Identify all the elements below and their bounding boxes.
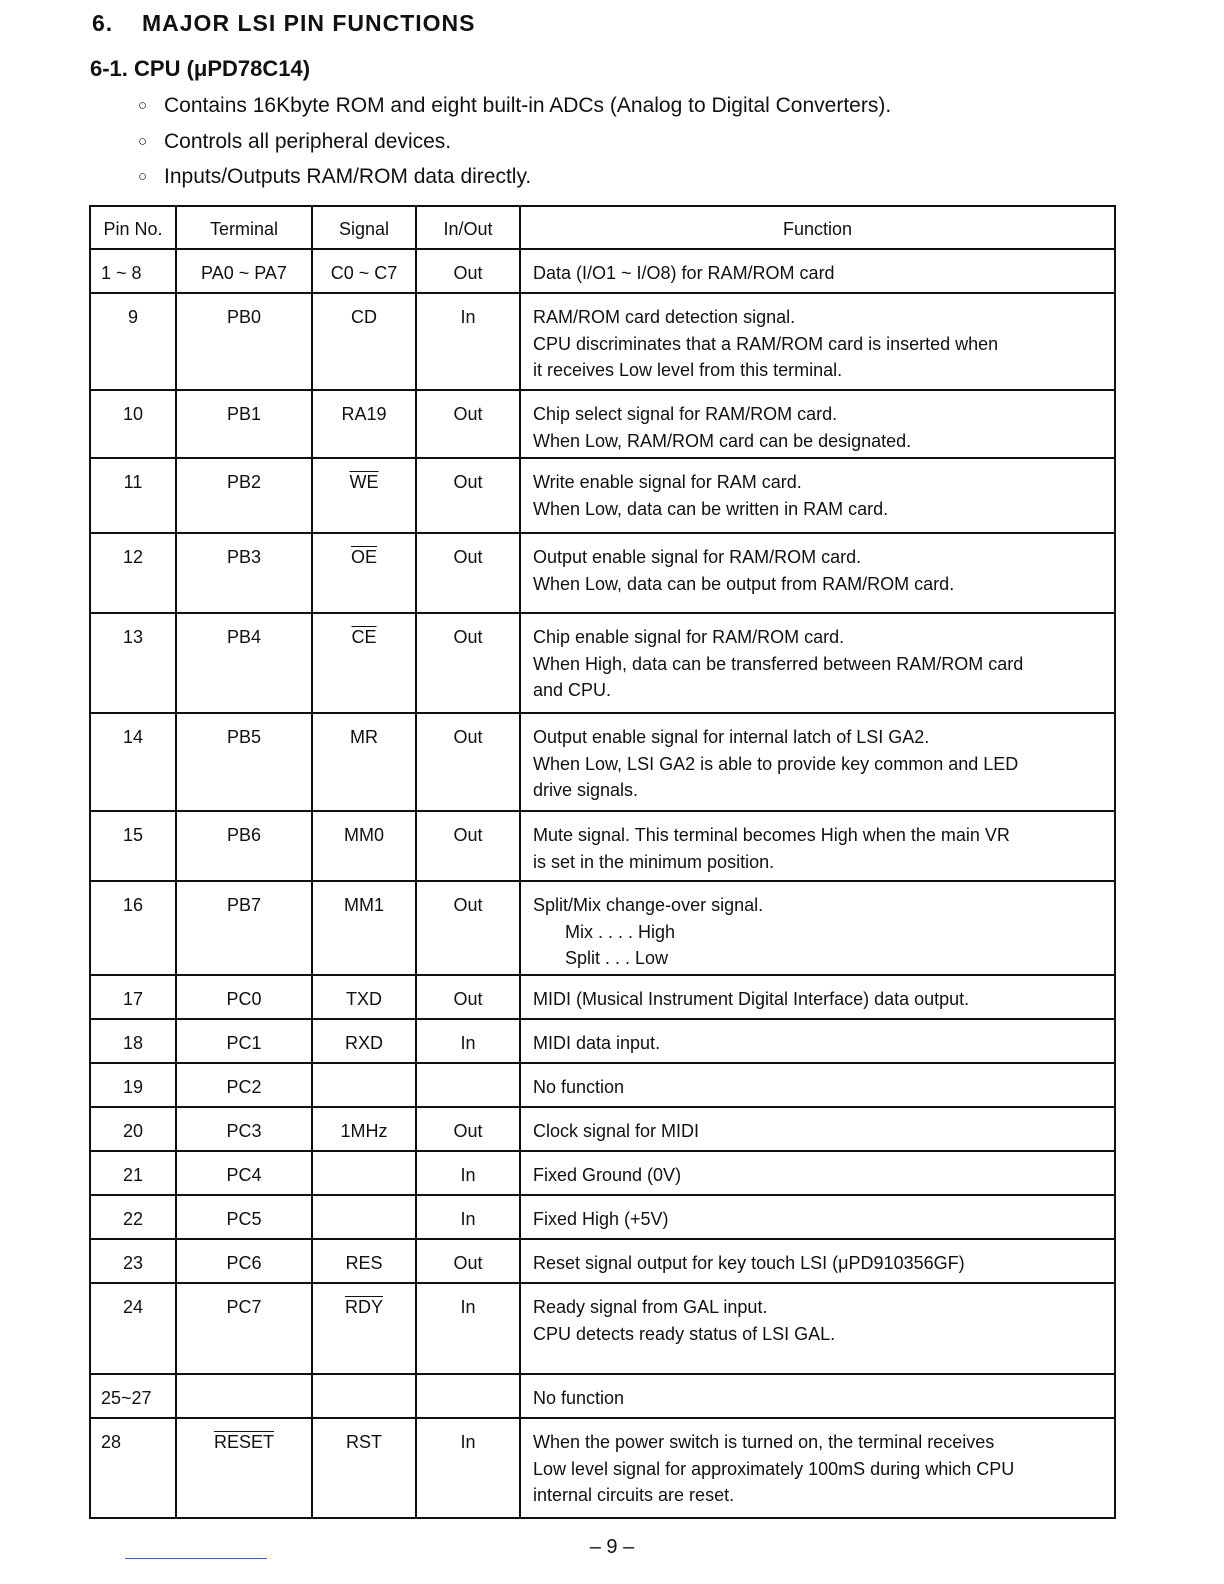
signal-cell: C0 ~ C7 [312, 249, 416, 293]
list-item: ○ Inputs/Outputs RAM/ROM data directly. [138, 159, 891, 195]
function-cell [520, 1107, 1115, 1151]
signal-cell [312, 1063, 416, 1107]
function-cell [520, 975, 1115, 1019]
table-row [90, 1151, 1115, 1195]
function-line: Fixed High (+5V) [533, 1209, 669, 1229]
in-out-cell: Out [416, 249, 520, 293]
terminal-cell: PA0 ~ PA7 [176, 249, 312, 293]
function-line: Mute signal. This terminal becomes High when the main VR [533, 825, 1010, 845]
signal-cell: MM0 [312, 811, 416, 881]
terminal-cell: PC4 [176, 1151, 312, 1195]
pin-number-cell: 15 [90, 811, 176, 881]
header-function: Function [520, 206, 1115, 249]
terminal-cell: PC0 [176, 975, 312, 1019]
function-line: Split . . . Low [565, 948, 669, 968]
pin-number-cell: 22 [90, 1195, 176, 1239]
feature-list [138, 88, 891, 195]
function-cell [520, 811, 1115, 881]
in-out-cell: In [416, 1283, 520, 1374]
function-line: Output enable signal for RAM/ROM card. [533, 547, 862, 567]
signal-cell: RXD [312, 1019, 416, 1063]
section-number: 6. [92, 10, 114, 36]
pin-number-cell: 13 [90, 613, 176, 713]
section-heading [92, 10, 476, 37]
table-row [90, 1418, 1115, 1518]
signal-cell [312, 1195, 416, 1239]
table-row [90, 811, 1115, 881]
signal-cell: 1MHz [312, 1107, 416, 1151]
in-out-cell: Out [416, 811, 520, 881]
pin-number-cell: 21 [90, 1151, 176, 1195]
function-cell [520, 1019, 1115, 1063]
table-row [90, 1239, 1115, 1283]
signal-cell: RA19 [312, 390, 416, 458]
header-pin-no: Pin No. [90, 206, 176, 249]
table-row [90, 1107, 1115, 1151]
function-line: CPU detects ready status of LSI GAL. [533, 1323, 836, 1344]
function-cell [520, 1374, 1115, 1418]
terminal-cell: PB4 [176, 613, 312, 713]
signal-cell [312, 1374, 416, 1418]
function-cell [520, 390, 1115, 458]
function-line: Ready signal from GAL input. [533, 1297, 768, 1317]
table-row [90, 613, 1115, 713]
function-cell [520, 249, 1115, 293]
terminal-cell: PB6 [176, 811, 312, 881]
pin-number-cell: 18 [90, 1019, 176, 1063]
function-line: it receives Low level from this terminal. [533, 360, 843, 380]
in-out-cell: In [416, 293, 520, 390]
in-out-cell [416, 1063, 520, 1107]
function-line: Chip select signal for RAM/ROM card. [533, 404, 838, 424]
pin-number-cell: 11 [90, 458, 176, 533]
function-line: When Low, data can be written in RAM card. [533, 498, 889, 519]
table-row [90, 390, 1115, 458]
function-line: Fixed Ground (0V) [533, 1165, 682, 1185]
function-cell [520, 1195, 1115, 1239]
pin-number-cell: 17 [90, 975, 176, 1019]
table-row [90, 249, 1115, 293]
function-cell [520, 458, 1115, 533]
pin-number-cell: 19 [90, 1063, 176, 1107]
function-cell [520, 881, 1115, 975]
signal-cell: $\overline{OE}$ [312, 533, 416, 613]
function-line: Low level signal for approximately 100mS during which CPU [533, 1458, 1015, 1479]
bullet-circle-icon: ○ [138, 168, 148, 185]
function-line: is set in the minimum position. [533, 851, 775, 872]
terminal-cell: PB1 [176, 390, 312, 458]
function-line: No function [533, 1077, 625, 1097]
function-cell [520, 1239, 1115, 1283]
function-line: When Low, data can be output from RAM/ROM card. [533, 573, 955, 594]
terminal-cell: PC6 [176, 1239, 312, 1283]
function-cell [520, 713, 1115, 811]
pin-function-table [89, 205, 1116, 1519]
function-line: Clock signal for MIDI [533, 1121, 700, 1141]
terminal-cell: PC5 [176, 1195, 312, 1239]
bullet-circle-icon: ○ [138, 97, 148, 114]
table-row [90, 458, 1115, 533]
in-out-cell: Out [416, 1239, 520, 1283]
table-row [90, 881, 1115, 975]
in-out-cell: In [416, 1418, 520, 1518]
in-out-cell [416, 1374, 520, 1418]
pin-number-cell: 23 [90, 1239, 176, 1283]
table-row [90, 1374, 1115, 1418]
function-line: MIDI data input. [533, 1033, 661, 1053]
pin-number-cell: 25~27 [90, 1374, 176, 1418]
function-line: drive signals. [533, 780, 639, 800]
function-line: RAM/ROM card detection signal. [533, 307, 796, 327]
function-line: Data (I/O1 ~ I/O8) for RAM/ROM card [533, 263, 835, 283]
function-line: Write enable signal for RAM card. [533, 472, 802, 492]
pin-number-cell: 1 ~ 8 [90, 249, 176, 293]
function-cell [520, 1418, 1115, 1518]
function-cell [520, 1063, 1115, 1107]
table-body [90, 249, 1115, 1518]
table-row [90, 1195, 1115, 1239]
function-line: Mix . . . . High [565, 921, 676, 942]
pin-number-cell: 16 [90, 881, 176, 975]
in-out-cell: In [416, 1195, 520, 1239]
signal-cell: $\overline{CE}$ [312, 613, 416, 713]
in-out-cell: In [416, 1151, 520, 1195]
function-line: When the power switch is turned on, the terminal receives [533, 1432, 995, 1452]
pin-number-cell: 12 [90, 533, 176, 613]
pin-number-cell: 10 [90, 390, 176, 458]
terminal-cell: PB0 [176, 293, 312, 390]
in-out-cell: Out [416, 713, 520, 811]
table-row [90, 975, 1115, 1019]
pin-number-cell: 14 [90, 713, 176, 811]
signal-cell: CD [312, 293, 416, 390]
bullet-circle-icon: ○ [138, 132, 148, 150]
list-item: ○ Contains 16Kbyte ROM and eight built-in ADCs (Analog to Digital Converters). [138, 88, 891, 124]
in-out-cell: Out [416, 390, 520, 458]
section-title: MAJOR LSI PIN FUNCTIONS [142, 10, 476, 36]
function-line: When Low, RAM/ROM card can be designated. [533, 430, 912, 451]
terminal-cell: PC2 [176, 1063, 312, 1107]
function-line: When Low, LSI GA2 is able to provide key common and LED [533, 753, 1019, 774]
terminal-cell: PB3 [176, 533, 312, 613]
list-item: ○ Controls all peripheral devices. [138, 124, 891, 160]
terminal-cell: PC1 [176, 1019, 312, 1063]
table-row [90, 1063, 1115, 1107]
table-row [90, 1283, 1115, 1374]
terminal-cell: PC7 [176, 1283, 312, 1374]
signal-cell: MM1 [312, 881, 416, 975]
signal-cell: $\overline{RDY}$ [312, 1283, 416, 1374]
function-line: internal circuits are reset. [533, 1485, 735, 1505]
function-line: Output enable signal for internal latch of LSI GA2. [533, 727, 930, 747]
terminal-cell: PB2 [176, 458, 312, 533]
function-line: Split/Mix change-over signal. [533, 895, 764, 915]
function-cell [520, 1283, 1115, 1374]
signal-cell: MR [312, 713, 416, 811]
function-line: No function [533, 1388, 625, 1408]
pin-number-cell: 28 [90, 1418, 176, 1518]
footer-rule [125, 1558, 267, 1559]
header-terminal: Terminal [176, 206, 312, 249]
function-cell [520, 293, 1115, 390]
function-cell [520, 613, 1115, 713]
pin-number-cell: 24 [90, 1283, 176, 1374]
function-line: CPU discriminates that a RAM/ROM card is inserted when [533, 333, 999, 354]
in-out-cell: Out [416, 975, 520, 1019]
terminal-cell: PB7 [176, 881, 312, 975]
function-cell [520, 1151, 1115, 1195]
function-line: Reset signal output for key touch LSI (μPD910356GF) [533, 1253, 965, 1273]
in-out-cell: Out [416, 881, 520, 975]
table-row [90, 293, 1115, 390]
pin-number-cell: 9 [90, 293, 176, 390]
terminal-cell: PC3 [176, 1107, 312, 1151]
header-in-out: In/Out [416, 206, 520, 249]
in-out-cell: Out [416, 613, 520, 713]
terminal-cell: RESET [176, 1418, 312, 1518]
function-line: MIDI (Musical Instrument Digital Interface) data output. [533, 989, 970, 1009]
signal-cell: TXD [312, 975, 416, 1019]
table-row [90, 533, 1115, 613]
table-row [90, 1019, 1115, 1063]
signal-cell: $\overline{WE}$ [312, 458, 416, 533]
signal-cell: RES [312, 1239, 416, 1283]
pin-number-cell: 20 [90, 1107, 176, 1151]
in-out-cell: Out [416, 533, 520, 613]
function-cell [520, 533, 1115, 613]
header-signal: Signal [312, 206, 416, 249]
table-header-row [90, 206, 1115, 249]
function-line: When High, data can be transferred between RAM/ROM card [533, 653, 1024, 674]
signal-cell [312, 1151, 416, 1195]
signal-cell: RST [312, 1418, 416, 1518]
terminal-cell [176, 1374, 312, 1418]
terminal-cell: PB5 [176, 713, 312, 811]
function-line: Chip enable signal for RAM/ROM card. [533, 627, 845, 647]
in-out-cell: Out [416, 1107, 520, 1151]
function-line: and CPU. [533, 680, 612, 700]
subsection-heading: 6-1. CPU (μPD78C14) [90, 56, 311, 81]
table-row [90, 713, 1115, 811]
in-out-cell: Out [416, 458, 520, 533]
in-out-cell: In [416, 1019, 520, 1063]
page-number: – 9 – [589, 1536, 635, 1558]
